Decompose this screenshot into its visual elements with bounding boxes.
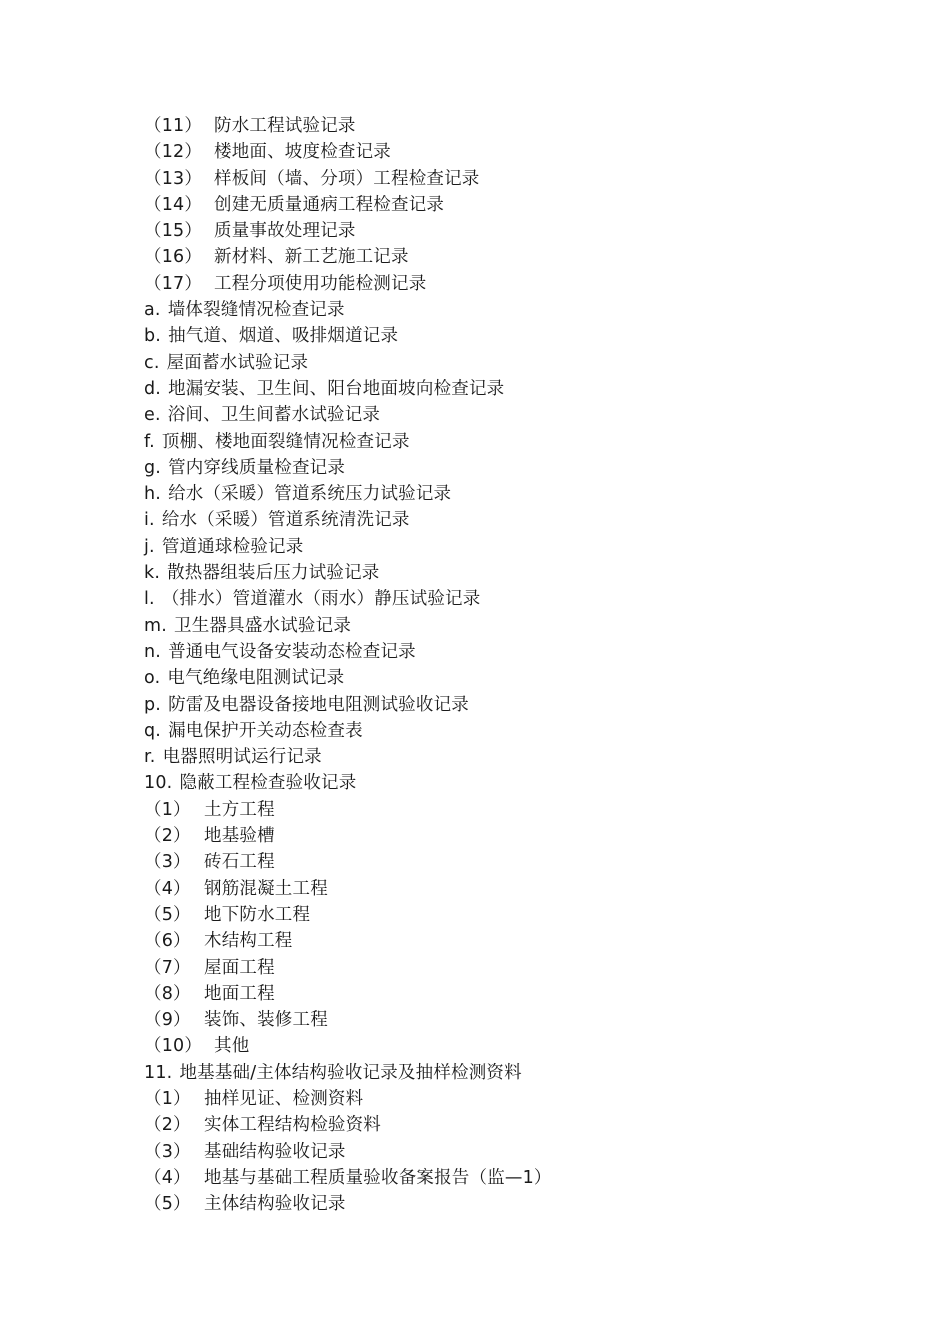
item-marker: （8） bbox=[144, 983, 191, 1004]
item-text: 浴间、卫生间蓄水试验记录 bbox=[167, 405, 381, 426]
item-text: 楼地面、坡度检查记录 bbox=[214, 142, 391, 163]
item-text: 抽样见证、检测资料 bbox=[204, 1088, 364, 1109]
item-text: 顶棚、楼地面裂缝情况检查记录 bbox=[161, 431, 410, 452]
list-item bbox=[144, 481, 552, 507]
item-text: 主体结构验收记录 bbox=[204, 1194, 346, 1215]
item-text: 地漏安装、卫生间、阳台地面坡向检查记录 bbox=[168, 378, 505, 399]
section-heading bbox=[144, 1060, 552, 1086]
item-marker: r. bbox=[144, 747, 156, 768]
item-text: 钢筋混凝土工程 bbox=[204, 878, 328, 899]
item-marker: （3） bbox=[144, 852, 191, 873]
list-item bbox=[144, 218, 552, 244]
list-item bbox=[144, 665, 552, 691]
item-marker: m. bbox=[144, 615, 168, 636]
item-text: 防水工程试验记录 bbox=[214, 116, 356, 136]
item-text: 电器照明试运行记录 bbox=[162, 747, 322, 768]
item-text: 砖石工程 bbox=[204, 852, 275, 873]
list-item bbox=[144, 560, 552, 586]
list-item bbox=[144, 507, 552, 533]
list-item bbox=[144, 271, 552, 297]
list-item bbox=[144, 376, 552, 402]
item-text: 实体工程结构检验资料 bbox=[204, 1115, 381, 1136]
item-marker: （5） bbox=[144, 1194, 191, 1215]
item-text: 卫生器具盛水试验记录 bbox=[174, 615, 352, 636]
list-item bbox=[144, 849, 552, 875]
list-item bbox=[144, 1112, 552, 1138]
item-text: 装饰、装修工程 bbox=[204, 1010, 328, 1031]
item-text: 散热器组装后压力试验记录 bbox=[167, 563, 380, 584]
list-item bbox=[144, 692, 552, 718]
item-marker: 10. bbox=[144, 773, 173, 794]
list-item bbox=[144, 1165, 552, 1191]
list-item bbox=[144, 244, 552, 270]
item-marker: （14） bbox=[144, 194, 203, 215]
item-marker: l. bbox=[144, 589, 155, 610]
list-item bbox=[144, 1139, 552, 1165]
item-text: 管道通球检验记录 bbox=[161, 536, 304, 557]
list-item bbox=[144, 823, 552, 849]
item-marker: g. bbox=[144, 457, 162, 478]
item-marker: （2） bbox=[144, 826, 191, 847]
list-item bbox=[144, 534, 552, 560]
list-item bbox=[144, 797, 552, 823]
item-marker: （5） bbox=[144, 904, 191, 925]
item-marker: k. bbox=[144, 563, 161, 584]
record-list bbox=[144, 113, 552, 1217]
list-item bbox=[144, 455, 552, 481]
list-item bbox=[144, 1007, 552, 1033]
item-text: 漏电保护开关动态检查表 bbox=[168, 720, 363, 741]
item-marker: （15） bbox=[144, 221, 203, 242]
item-marker: p. bbox=[144, 694, 162, 715]
list-item bbox=[144, 1191, 552, 1217]
list-item bbox=[144, 402, 552, 428]
item-text: 屋面蓄水试验记录 bbox=[166, 352, 309, 373]
item-marker: n. bbox=[144, 641, 162, 662]
item-text: 基础结构验收记录 bbox=[204, 1141, 346, 1162]
item-text: 新材料、新工艺施工记录 bbox=[214, 247, 409, 268]
section-heading bbox=[144, 770, 552, 796]
item-marker: c. bbox=[144, 352, 160, 373]
item-marker: 11. bbox=[144, 1062, 173, 1083]
item-marker: （9） bbox=[144, 1010, 191, 1031]
item-text: 屋面工程 bbox=[204, 957, 275, 978]
item-text: 质量事故处理记录 bbox=[214, 221, 356, 242]
list-item bbox=[144, 139, 552, 165]
item-text: 管内穿线质量检查记录 bbox=[168, 457, 346, 478]
item-marker: f. bbox=[144, 431, 155, 452]
item-marker: （4） bbox=[144, 878, 191, 899]
list-item bbox=[144, 192, 552, 218]
list-item bbox=[144, 613, 552, 639]
item-marker: i. bbox=[144, 510, 155, 531]
item-marker: （17） bbox=[144, 273, 203, 294]
list-item bbox=[144, 323, 552, 349]
item-text: （排水）管道灌水（雨水）静压试验记录 bbox=[161, 589, 481, 610]
item-marker: （2） bbox=[144, 1115, 191, 1136]
item-text: 创建无质量通病工程检查记录 bbox=[214, 194, 445, 215]
item-text: 木结构工程 bbox=[204, 931, 293, 952]
item-marker: （6） bbox=[144, 931, 191, 952]
item-text: 墙体裂缝情况检查记录 bbox=[167, 300, 345, 321]
item-text: 其他 bbox=[214, 1036, 250, 1057]
item-text: 给水（采暖）管道系统压力试验记录 bbox=[168, 484, 452, 505]
item-marker: a. bbox=[144, 300, 161, 321]
item-text: 隐蔽工程检查验收记录 bbox=[179, 773, 357, 794]
list-item bbox=[144, 981, 552, 1007]
item-text: 工程分项使用功能检测记录 bbox=[214, 273, 427, 294]
list-item bbox=[144, 113, 552, 139]
item-text: 地基基础/主体结构验收记录及抽样检测资料 bbox=[179, 1062, 522, 1083]
item-marker: b. bbox=[144, 326, 162, 347]
item-marker: （11） bbox=[144, 116, 203, 136]
list-item bbox=[144, 928, 552, 954]
item-marker: （1） bbox=[144, 1088, 191, 1109]
item-marker: （12） bbox=[144, 142, 203, 163]
item-text: 普通电气设备安装动态检查记录 bbox=[168, 641, 416, 662]
item-marker: （3） bbox=[144, 1141, 191, 1162]
item-text: 样板间（墙、分项）工程检查记录 bbox=[214, 168, 480, 189]
item-marker: （4） bbox=[144, 1167, 191, 1188]
item-text: 土方工程 bbox=[204, 799, 275, 820]
list-item bbox=[144, 902, 552, 928]
list-item bbox=[144, 166, 552, 192]
item-text: 电气绝缘电阻测试记录 bbox=[167, 668, 345, 689]
item-marker: e. bbox=[144, 405, 161, 426]
item-marker: d. bbox=[144, 378, 162, 399]
item-marker: （1） bbox=[144, 799, 191, 820]
list-item bbox=[144, 744, 552, 770]
item-text: 抽气道、烟道、吸排烟道记录 bbox=[168, 326, 399, 347]
item-text: 地基与基础工程质量验收备案报告（监—1） bbox=[204, 1167, 552, 1188]
item-marker: j. bbox=[144, 536, 155, 557]
list-item bbox=[144, 586, 552, 612]
item-marker: （10） bbox=[144, 1036, 203, 1057]
item-marker: o. bbox=[144, 668, 161, 689]
list-item bbox=[144, 718, 552, 744]
list-item bbox=[144, 955, 552, 981]
list-item bbox=[144, 297, 552, 323]
item-marker: q. bbox=[144, 720, 162, 741]
list-item bbox=[144, 1086, 552, 1112]
item-text: 地下防水工程 bbox=[204, 904, 311, 925]
list-item bbox=[144, 876, 552, 902]
list-item bbox=[144, 429, 552, 455]
list-item bbox=[144, 1033, 552, 1059]
item-marker: （16） bbox=[144, 247, 203, 268]
item-marker: h. bbox=[144, 484, 162, 505]
item-marker: （7） bbox=[144, 957, 191, 978]
item-text: 地面工程 bbox=[204, 983, 275, 1004]
list-item bbox=[144, 639, 552, 665]
item-text: 防雷及电器设备接地电阻测试验收记录 bbox=[168, 694, 469, 715]
item-text: 给水（采暖）管道系统清洗记录 bbox=[161, 510, 410, 531]
list-item bbox=[144, 350, 552, 376]
item-text: 地基验槽 bbox=[204, 826, 275, 847]
item-marker: （13） bbox=[144, 168, 203, 189]
